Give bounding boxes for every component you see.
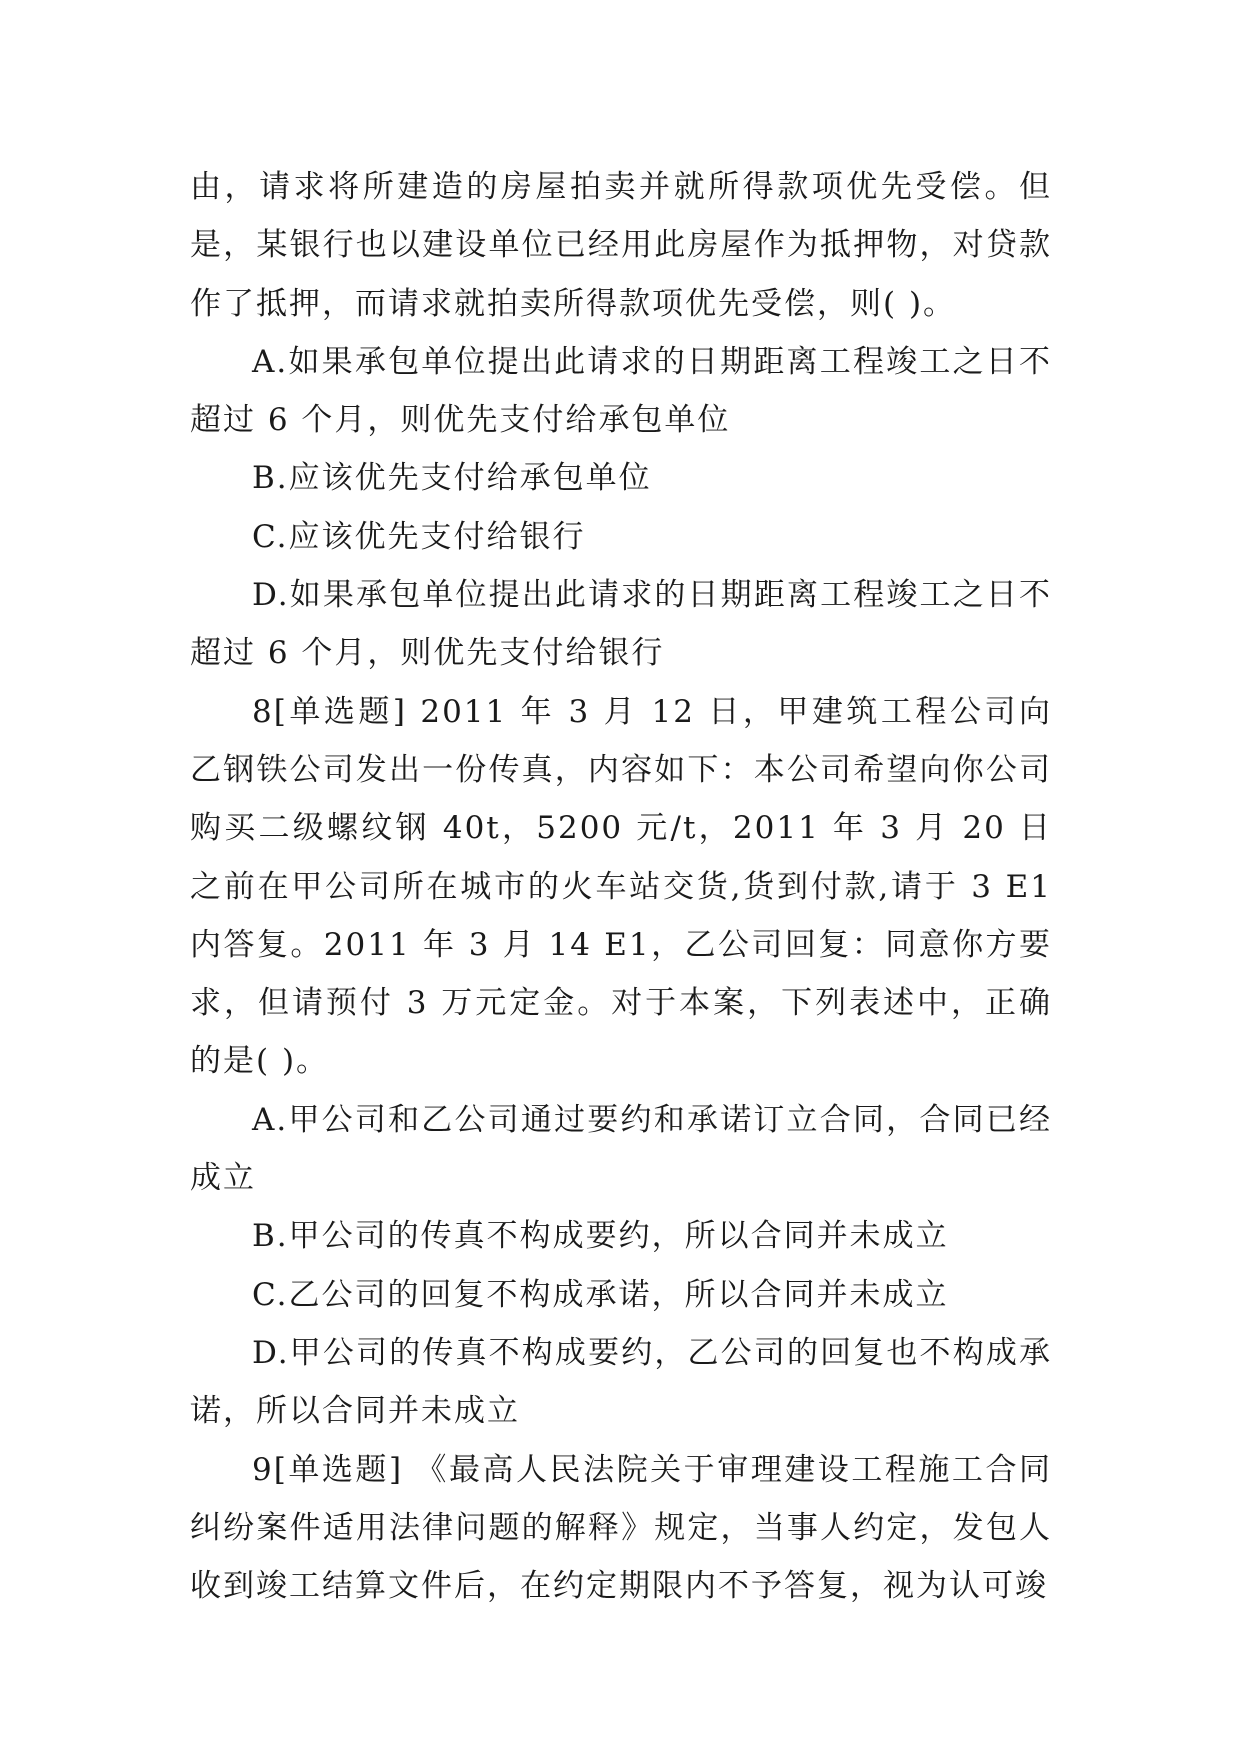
q8-stem: 8[单选题] 2011 年 3 月 12 日，甲建筑工程公司向乙钢铁公司发出一份传真，内容如下：本公司希望向你公司购买二级螺纹钢 40t，5200 元/t，2011 年 3 月 20 日之前在甲公司所在城市的火车站交货,货到付款,请于 3 E1 内答复。2011 年 3 月 14 E1，乙公司回复：同意你方要求，但请预付 3 万元定金。对于本案，下列表述中，正确的是( )。 — [190, 693, 1052, 1080]
q7-option-b: B.应该优先支付给承包单位 — [252, 460, 652, 497]
document-body — [190, 158, 1052, 1615]
q7-option-d: D.如果承包单位提出此请求的日期距离工程竣工之日不超过 6 个月，则优先支付给银行 — [190, 577, 1052, 672]
q8-option-c: C.乙公司的回复不构成承诺，所以合同并未成立 — [252, 1276, 949, 1313]
q9-stem: 9[单选题] 《最高人民法院关于审理建设工程施工合同纠纷案件适用法律问题的解释》规定，当事人约定，发包人收到竣工结算文件后，在约定期限内不予答复，视为认可竣 — [190, 1451, 1052, 1605]
q7-option-c: C.应该优先支付给银行 — [252, 518, 586, 555]
q8-option-d: D.甲公司的传真不构成要约，乙公司的回复也不构成承诺，所以合同并未成立 — [190, 1334, 1052, 1430]
q8-option-b: B.甲公司的传真不构成要约，所以合同并未成立 — [252, 1218, 949, 1255]
q7-option-a: A.如果承包单位提出此请求的日期距离工程竣工之日不超过 6 个月，则优先支付给承包单位 — [190, 343, 1052, 439]
q7-stem-tail: 由，请求将所建造的房屋拍卖并就所得款项优先受偿。但是，某银行也以建设单位已经用此房屋作为抵押物，对贷款作了抵押，而请求就拍卖所得款项优先受偿，则( )。 — [190, 169, 1052, 322]
q8-option-a: A.甲公司和乙公司通过要约和承诺订立合同，合同已经成立 — [190, 1101, 1052, 1197]
